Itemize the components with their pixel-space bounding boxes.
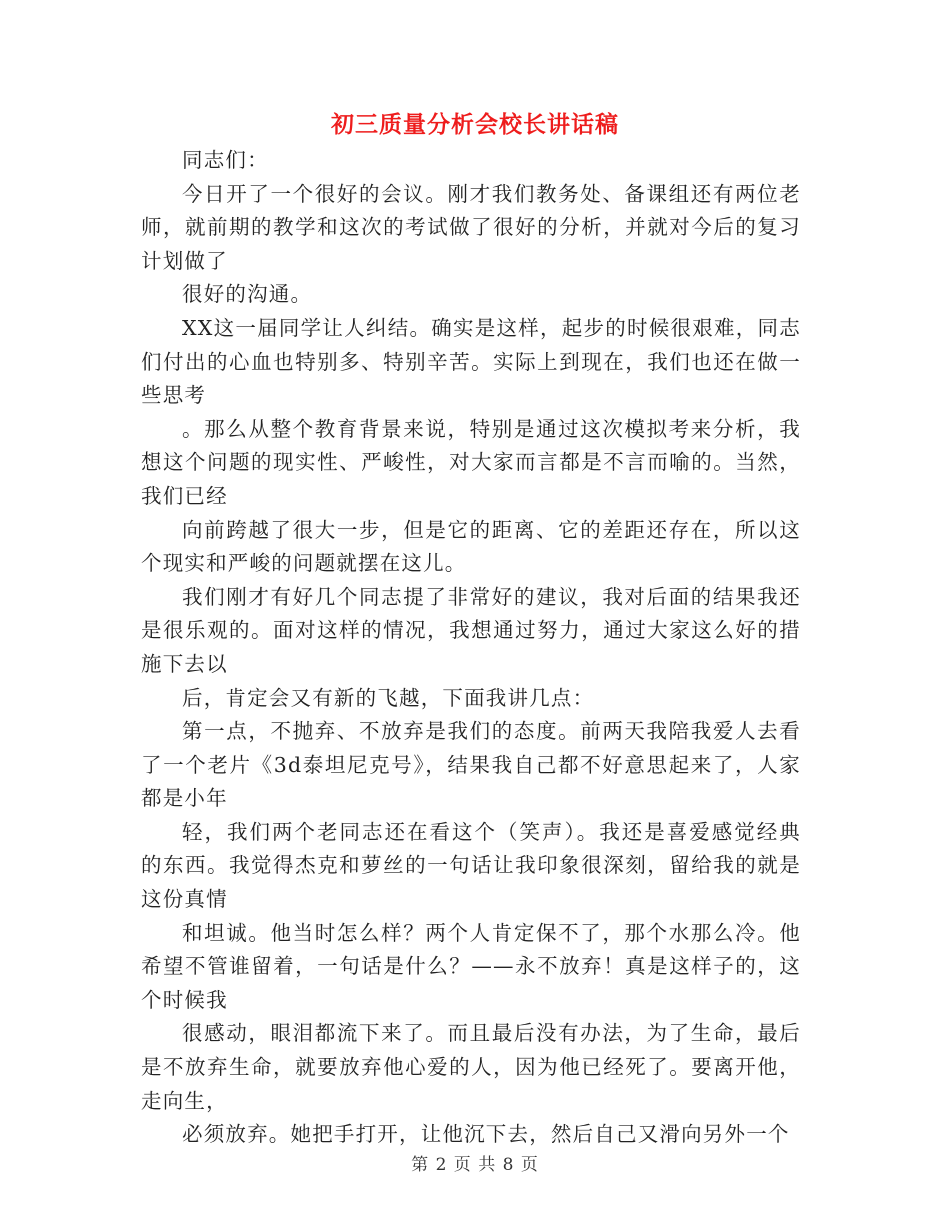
paragraph: 向前跨越了很大一步，但是它的距离、它的差距还存在，所以这个现实和严峻的问题就摆在这儿。: [141, 517, 801, 576]
paragraph: 很感动，眼泪都流下来了。而且最后没有办法，为了生命，最后是不放弃生命，就要放弃他心爱的人，因为他已经死了。要离开他，走向生，: [141, 1021, 801, 1113]
paragraph: XX这一届同学让人纠结。确实是这样，起步的时候很艰难，同志们付出的心血也特别多、特别辛苦。实际上到现在，我们也还在做一些思考: [141, 315, 801, 408]
page-number-footer: 第 2 页 共 8 页: [411, 1155, 539, 1175]
document-title: 初三质量分析会校长讲话稿: [331, 112, 619, 138]
paragraph: 轻，我们两个老同志还在看这个（笑声）。我还是喜爱感觉经典的东西。我觉得杰克和萝丝的一句话让我印象很深刻，留给我的就是这份真情: [141, 819, 801, 912]
paragraph: 第一点，不抛弃、不放弃是我们的态度。前两天我陪我爱人去看了一个老片《3d泰坦尼克号》，结果我自己都不好意思起来了，人家都是小年: [141, 719, 801, 811]
document-body: [141, 144, 801, 1152]
paragraph: 今日开了一个很好的会议。刚才我们教务处、备课组还有两位老师，就前期的教学和这次的考试做了很好的分析，并就对今后的复习计划做了: [141, 181, 801, 273]
paragraph: 必须放弃。她把手打开，让他沉下去，然后自己又滑向另外一个: [182, 1122, 790, 1147]
paragraph: 。那么从整个教育背景来说，特别是通过这次模拟考来分析，我想这个问题的现实性、严峻性，对大家而言都是不言而喻的。当然，我们已经: [141, 416, 801, 508]
paragraph: 同志们：: [182, 148, 269, 172]
paragraph: 和坦诚。他当时怎么样？两个人肯定保不了，那个水那么冷。他希望不管谁留着，一句话是什么？——永不放弃！真是这样子的，这个时候我: [141, 920, 801, 1012]
paragraph: 我们刚才有好几个同志提了非常好的建议，我对后面的结果我还是很乐观的。面对这样的情况，我想通过努力，通过大家这么好的措施下去以: [141, 584, 801, 676]
paragraph: 后，肯定会又有新的飞越，下面我讲几点：: [182, 685, 595, 710]
paragraph: 很好的沟通。: [182, 282, 313, 307]
